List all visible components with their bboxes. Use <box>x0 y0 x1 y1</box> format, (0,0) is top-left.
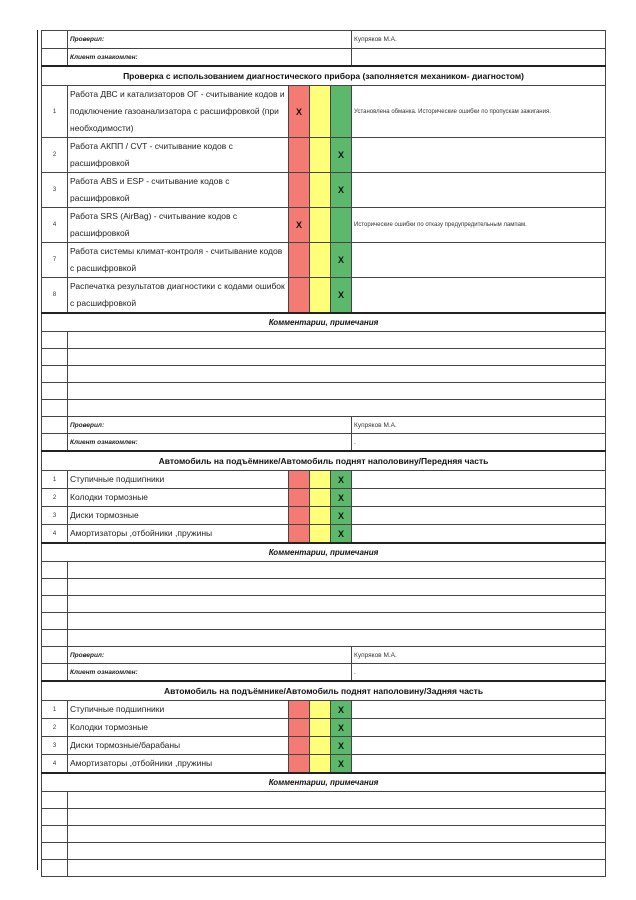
item-description: Диски тормозные/барабаны <box>68 737 289 755</box>
item-note[interactable]: Исторические ошибки по отказу предупредительным лампам. <box>352 208 606 243</box>
row-number-cell <box>42 792 68 809</box>
check-item-row <box>42 507 606 525</box>
comment-line-row <box>42 809 606 826</box>
comment-line-row <box>42 613 606 630</box>
row-number-cell <box>42 596 68 613</box>
inspection-table <box>41 30 606 877</box>
status-cell-bad[interactable] <box>289 243 310 278</box>
comment-line-row <box>42 630 606 647</box>
status-cell-bad[interactable] <box>289 525 310 544</box>
row-number-cell <box>42 664 68 682</box>
checked-by-value[interactable]: Купряков М.А. <box>352 647 606 664</box>
section-header-row <box>42 66 606 86</box>
item-number: 2 <box>42 489 68 507</box>
status-cell-ok[interactable] <box>331 243 352 278</box>
status-cell-warn[interactable] <box>310 138 331 173</box>
comment-line-row <box>42 860 606 877</box>
check-mark-icon: X <box>295 220 302 230</box>
item-number: 8 <box>42 278 68 314</box>
item-description: Ступичные подшипники <box>68 471 289 489</box>
comment-line-input[interactable] <box>68 860 606 877</box>
comment-line-input[interactable] <box>68 366 606 383</box>
check-mark-icon: X <box>338 528 345 539</box>
comment-line-input[interactable] <box>68 562 606 579</box>
check-mark-icon: X <box>338 492 345 503</box>
item-description: Работа SRS (AirBag) - считывание кодов с расшифровкой <box>68 208 289 243</box>
comment-line-input[interactable] <box>68 792 606 809</box>
row-number-cell <box>42 400 68 417</box>
status-cell-bad[interactable] <box>289 278 310 314</box>
item-note[interactable] <box>352 471 606 489</box>
status-cell-bad[interactable] <box>289 701 310 719</box>
row-number-cell <box>42 630 68 647</box>
item-number: 2 <box>42 138 68 173</box>
comment-line-input[interactable] <box>68 613 606 630</box>
comment-line-input[interactable] <box>68 596 606 613</box>
row-number-cell <box>42 417 68 434</box>
comment-line-input[interactable] <box>68 630 606 647</box>
item-description: Работа ДВС и катализаторов ОГ - считывание кодов и подключение газоанализатора с расшифровкой (при необходимости) <box>68 86 289 138</box>
client-acknowledged-label: Клиент ознакомлен: <box>68 434 352 452</box>
comment-line-row <box>42 792 606 809</box>
client-acknowledged-value[interactable]: . <box>352 434 606 452</box>
status-cell-ok[interactable] <box>331 525 352 544</box>
section-header-row <box>42 451 606 471</box>
status-cell-bad[interactable] <box>289 719 310 737</box>
item-note[interactable] <box>352 507 606 525</box>
status-cell-bad[interactable] <box>289 489 310 507</box>
check-item-row <box>42 173 606 208</box>
item-description: Амортизаторы ,отбойники ,пружины <box>68 525 289 544</box>
status-cell-bad[interactable] <box>289 138 310 173</box>
signature-client-row <box>42 49 606 67</box>
item-number: 4 <box>42 755 68 774</box>
check-mark-icon: X <box>338 510 345 521</box>
checked-by-label: Проверил: <box>68 647 352 664</box>
comment-line-row <box>42 596 606 613</box>
item-note[interactable] <box>352 737 606 755</box>
status-cell-bad[interactable] <box>289 507 310 525</box>
item-description: Работа ABS и ESP - считывание кодов с расшифровкой <box>68 173 289 208</box>
comment-line-row <box>42 332 606 349</box>
item-number: 1 <box>42 471 68 489</box>
comments-header-row <box>42 313 606 332</box>
client-acknowledged-label: Клиент ознакомлен: <box>68 49 352 67</box>
row-number-cell <box>42 434 68 452</box>
check-item-row <box>42 208 606 243</box>
section-title: Автомобиль на подъёмнике/Автомобиль поднят наполовину/Задняя часть <box>42 681 606 701</box>
section-header-row <box>42 681 606 701</box>
item-note[interactable] <box>352 489 606 507</box>
status-cell-ok[interactable] <box>331 173 352 208</box>
comment-line-row <box>42 383 606 400</box>
item-note[interactable] <box>352 755 606 774</box>
check-item-row <box>42 719 606 737</box>
status-cell-bad[interactable] <box>289 86 310 138</box>
comment-line-row <box>42 400 606 417</box>
checked-by-value[interactable]: Купряков М.А. <box>352 31 606 49</box>
check-item-row <box>42 489 606 507</box>
status-cell-warn[interactable] <box>310 755 331 774</box>
status-cell-warn[interactable] <box>310 173 331 208</box>
item-number: 3 <box>42 173 68 208</box>
status-cell-ok[interactable] <box>331 719 352 737</box>
comment-line-input[interactable] <box>68 843 606 860</box>
item-description: Амортизаторы ,отбойники ,пружины <box>68 755 289 774</box>
row-number-cell <box>42 843 68 860</box>
item-note[interactable] <box>352 525 606 544</box>
comment-line-input[interactable] <box>68 579 606 596</box>
comment-line-input[interactable] <box>68 383 606 400</box>
item-number: 4 <box>42 525 68 544</box>
status-cell-ok[interactable] <box>331 489 352 507</box>
item-number: 3 <box>42 507 68 525</box>
status-cell-warn[interactable] <box>310 243 331 278</box>
comments-title: Комментарии, примечания <box>42 313 606 332</box>
status-cell-bad[interactable] <box>289 737 310 755</box>
row-number-cell <box>42 579 68 596</box>
item-number: 3 <box>42 737 68 755</box>
row-number-cell <box>42 809 68 826</box>
check-item-row <box>42 755 606 774</box>
status-cell-ok[interactable] <box>331 701 352 719</box>
item-description: Работа АКПП / CVT - считывание кодов с расшифровкой <box>68 138 289 173</box>
page-border-left-outer <box>37 30 38 870</box>
check-mark-icon: X <box>338 290 345 300</box>
status-cell-ok[interactable] <box>331 507 352 525</box>
item-number: 2 <box>42 719 68 737</box>
item-description: Диски тормозные <box>68 507 289 525</box>
status-cell-ok[interactable] <box>331 86 352 138</box>
row-number-cell <box>42 613 68 630</box>
client-acknowledged-value[interactable] <box>352 49 606 67</box>
check-mark-icon: X <box>295 106 302 117</box>
comment-line-row <box>42 579 606 596</box>
section-title: Автомобиль на подъёмнике/Автомобиль поднят наполовину/Передняя часть <box>42 451 606 471</box>
item-note[interactable] <box>352 278 606 314</box>
comment-line-input[interactable] <box>68 826 606 843</box>
row-number-cell <box>42 366 68 383</box>
item-number: 7 <box>42 243 68 278</box>
check-item-row <box>42 525 606 544</box>
status-cell-warn[interactable] <box>310 719 331 737</box>
check-mark-icon: X <box>338 740 345 751</box>
checked-by-label: Проверил: <box>68 31 352 49</box>
comment-line-input[interactable] <box>68 349 606 366</box>
row-number-cell <box>42 826 68 843</box>
item-description: Колодки тормозные <box>68 489 289 507</box>
row-number-cell <box>42 31 68 49</box>
comment-line-input[interactable] <box>68 332 606 349</box>
signature-checked-row <box>42 417 606 434</box>
check-item-row <box>42 737 606 755</box>
status-cell-warn[interactable] <box>310 489 331 507</box>
item-number: 4 <box>42 208 68 243</box>
check-mark-icon: X <box>338 758 345 769</box>
check-mark-icon: X <box>338 185 345 195</box>
item-description: Ступичные подшипники <box>68 701 289 719</box>
check-item-row <box>42 243 606 278</box>
status-cell-warn[interactable] <box>310 278 331 314</box>
comment-line-row <box>42 349 606 366</box>
item-description: Работа системы климат-контроля - считывание кодов с расшифровкой <box>68 243 289 278</box>
check-item-row <box>42 278 606 314</box>
status-cell-bad[interactable] <box>289 173 310 208</box>
comments-title: Комментарии, примечания <box>42 773 606 792</box>
status-cell-bad[interactable] <box>289 755 310 774</box>
row-number-cell <box>42 349 68 366</box>
client-acknowledged-label: Клиент ознакомлен: <box>68 664 352 682</box>
signature-checked-row <box>42 31 606 49</box>
check-item-row <box>42 86 606 138</box>
inspection-sheet <box>41 30 605 877</box>
status-cell-ok[interactable] <box>331 138 352 173</box>
client-acknowledged-value[interactable]: . <box>352 664 606 682</box>
status-cell-bad[interactable] <box>289 471 310 489</box>
item-note[interactable] <box>352 701 606 719</box>
comments-title: Комментарии, примечания <box>42 543 606 562</box>
status-cell-ok[interactable] <box>331 755 352 774</box>
status-cell-warn[interactable] <box>310 701 331 719</box>
row-number-cell <box>42 49 68 67</box>
comments-header-row <box>42 773 606 792</box>
status-cell-warn[interactable] <box>310 737 331 755</box>
row-number-cell <box>42 647 68 664</box>
checked-by-value[interactable]: Купряков М.А. <box>352 417 606 434</box>
check-mark-icon: X <box>338 704 345 715</box>
check-mark-icon: X <box>338 150 345 160</box>
check-mark-icon: X <box>338 474 345 485</box>
row-number-cell <box>42 332 68 349</box>
check-item-row <box>42 138 606 173</box>
status-cell-bad[interactable] <box>289 208 310 243</box>
check-item-row <box>42 701 606 719</box>
comment-line-row <box>42 366 606 383</box>
item-note[interactable] <box>352 719 606 737</box>
item-number: 1 <box>42 86 68 138</box>
status-cell-ok[interactable] <box>331 737 352 755</box>
item-note[interactable] <box>352 173 606 208</box>
status-cell-warn[interactable] <box>310 525 331 544</box>
item-description: Распечатка результатов диагностики с кодами ошибок с расшифровкой <box>68 278 289 314</box>
comment-line-row <box>42 843 606 860</box>
check-mark-icon: X <box>338 722 345 733</box>
comment-line-input[interactable] <box>68 400 606 417</box>
item-description: Колодки тормозные <box>68 719 289 737</box>
comment-line-row <box>42 826 606 843</box>
signature-client-row <box>42 664 606 682</box>
status-cell-ok[interactable] <box>331 471 352 489</box>
item-number: 1 <box>42 701 68 719</box>
check-mark-icon: X <box>338 255 345 265</box>
status-cell-warn[interactable] <box>310 471 331 489</box>
comments-header-row <box>42 543 606 562</box>
checked-by-label: Проверил: <box>68 417 352 434</box>
item-note[interactable] <box>352 243 606 278</box>
comment-line-input[interactable] <box>68 809 606 826</box>
row-number-cell <box>42 383 68 400</box>
row-number-cell <box>42 562 68 579</box>
signature-client-row <box>42 434 606 452</box>
status-cell-ok[interactable] <box>331 278 352 314</box>
status-cell-warn[interactable] <box>310 86 331 138</box>
item-note[interactable] <box>352 138 606 173</box>
section-title: Проверка с использованием диагностического прибора (заполняется механиком- диагностом) <box>42 66 606 86</box>
item-note[interactable]: Установлена обманка. Исторические ошибки по пропускам зажигания. <box>352 86 606 138</box>
check-item-row <box>42 471 606 489</box>
status-cell-warn[interactable] <box>310 507 331 525</box>
status-cell-warn[interactable] <box>310 208 331 243</box>
row-number-cell <box>42 860 68 877</box>
comment-line-row <box>42 562 606 579</box>
status-cell-ok[interactable] <box>331 208 352 243</box>
signature-checked-row <box>42 647 606 664</box>
